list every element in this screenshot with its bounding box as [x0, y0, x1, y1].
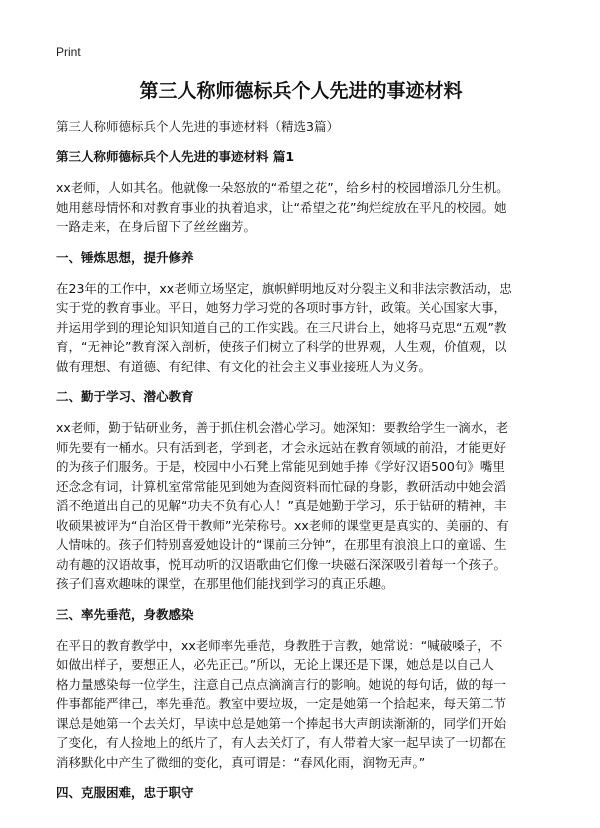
text-line: 消移默化中产生了微细的变化，真可谓是：“春风化雨，润物无声。” [56, 754, 426, 770]
text-line: 做有理想、有道德、有纪律、有文化的社会主义事业接班人为义务。 [56, 358, 432, 374]
text-line: 她用慈母情怀和对教育事业的执着追求，让“希望之花”绚烂绽放在平凡的校园。她 [56, 199, 507, 215]
text-line: 育，“无神论”教育深入剖析，使孩子们树立了科学的世界观，人生观，价值观，以 [56, 339, 507, 354]
article-title: 第三人称师德标兵个人先进的事迹材料 篇1 [56, 149, 295, 164]
text-line: 一路走来，在身后留下了丝丝幽芳。 [56, 219, 257, 234]
document-title: 第三人称师德标兵个人先进的事迹材料 [139, 80, 463, 102]
text-line: 的为孩子们服务。于是，校园中小石凳上常能见到她手捧《学好汉语500句》嘴里 [56, 459, 505, 474]
section-heading-3: 三、率先垂范，身教感染 [56, 606, 194, 622]
text-line: 收硕果被评为“自治区骨干教师”光荣称号。xx老师的课堂更是真实的、美丽的、有 [56, 517, 509, 533]
section-heading-1: 一、锤炼思想，提升修养 [56, 249, 194, 265]
text-line: 还念念有词，计算机室常常能见到她为查阅资料而忙碌的身影，教研活动中她会滔 [56, 478, 507, 494]
text-line: xx老师，勤于钻研业务，善于抓住机会潜心学习。她深知：要教给学生一滴水，老 [56, 420, 509, 435]
document-subtitle: 第三人称师德标兵个人先进的事迹材料（精选3篇） [56, 119, 339, 134]
print-label: Print [56, 45, 81, 59]
text-line: 实于党的教育事业。平日，她努力学习党的各项时事方针，政策。关心国家大事， [56, 300, 507, 315]
text-line: 如做出样子，要想正人，必先正己。”所以，无论上课还是下课，她总是以自己人 [56, 657, 494, 672]
text-line: 课总是她第一个去关灯，早读中总是她第一个捧起书大声朗读渐渐的，同学们开始 [56, 715, 507, 731]
intro-paragraph [56, 178, 546, 237]
section-paragraph-1 [56, 279, 546, 377]
section-heading-4: 四、克服困难，忠于职守 [56, 785, 194, 800]
text-line: 了变化，有人捡地上的纸片了，有人去关灯了，有人带着大家一起早读了一切都在 [56, 735, 507, 750]
text-line: 格力量感染每一位学生，注意自己点点滴滴言行的影响。她说的每句话，做的每一 [56, 676, 507, 692]
text-line: 在平日的教育教学中，xx老师率先垂范，身教胜于言教，她常说：“喊破嗓子，不 [56, 637, 503, 653]
text-line: 孩子们喜欢趣味的课堂，在那里他们能找到学习的真正乐趣。 [56, 576, 394, 591]
text-line: 并运用学到的理论知识知道自己的工作实践。在三尺讲台上，她将马克思“五观”教 [56, 319, 507, 335]
text-line: 件事都能严律己，率先垂范。教室中要垃圾，一定是她第一个拾起来，每天第二节 [56, 696, 507, 711]
text-line: xx老师，人如其名。他就像一朵怒放的“希望之花”，给乡村的校园增添几分生机。 [56, 180, 509, 195]
text-line: 在23年的工作中，xx老师立场坚定，旗帜鲜明地反对分裂主义和非法宗教活动，忠 [56, 280, 512, 296]
section-heading-2: 二、勤于学习、潜心教育 [56, 389, 194, 404]
text-line: 人情味的。孩子们特别喜爱她设计的“课前三分钟”，在那里有浪浪上口的童谣、生 [56, 537, 507, 552]
text-line: 师先要有一桶水。只有活到老，学到老，才会永远站在教育领域的前沿，才能更好 [56, 439, 507, 455]
section-paragraph-2 [56, 418, 546, 594]
section-paragraph-3 [56, 636, 546, 773]
text-line: 滔不绝道出自己的见解“功夫不负有心人！”真是她勤于学习，乐于钻研的精神，丰 [56, 498, 507, 513]
text-line: 动有趣的汉语故事，悦耳动听的汉语歌曲它们像一块磁石深深吸引着每一个孩子。 [56, 556, 507, 572]
